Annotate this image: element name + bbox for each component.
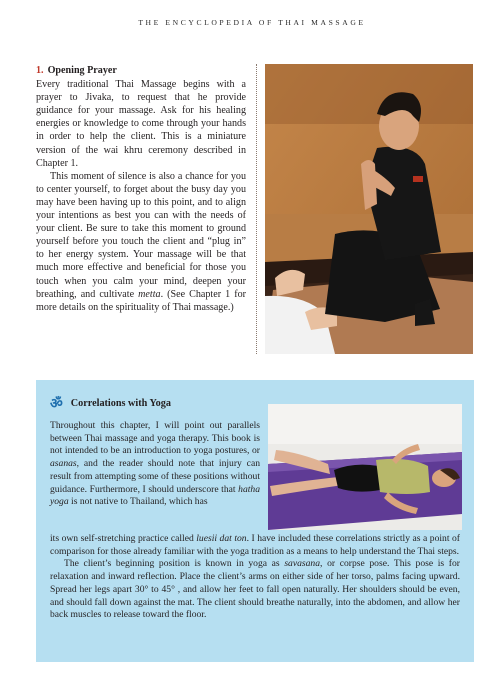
term-metta: metta	[138, 288, 161, 300]
term-hatha-yoga: hatha yoga	[50, 483, 260, 508]
yoga-title: Correlations with Yoga	[70, 398, 171, 409]
term-savasana: savasana	[284, 558, 321, 570]
step-heading	[36, 64, 246, 77]
step-paragraph-2: This moment of silence is also a chance for you to center yourself, to forget about the busy day you may have been having up to this point, and to align your intentions as best you can with the needs of your client. Be sure to take this moment to ground yourself before you touch the client and “plug in” to her energy system. Your massage will be that much more effective and beneficial for those you touch when you calm your mind, deepen your breathing, and cultivate metta. (See Chapter 1 for more details on the spirituality of Thai massage.)	[36, 170, 246, 313]
yoga-intro-paragraph: Throughout this chapter, I will point out parallels between Thai massage and yoga therapy. This book is not intended to be an introduction to yoga postures, or asanas, and the reader should note that injury can result from attempting some of these positions without guidance. Furthermore, I should underscore that hatha yoga is not native to Thailand, which has	[50, 420, 260, 508]
step-number: 1.	[36, 65, 44, 76]
yoga-sidebar	[36, 380, 474, 662]
step-title: Opening Prayer	[47, 65, 117, 76]
prayer-photo	[265, 64, 473, 354]
yoga-intro	[50, 420, 260, 509]
om-icon: ॐ	[50, 396, 63, 412]
running-head: THE ENCYCLOPEDIA OF THAI MASSAGE	[138, 18, 366, 27]
savasana-photo	[268, 404, 462, 530]
yoga-heading	[50, 394, 171, 413]
column-divider	[256, 64, 257, 354]
step-opening-prayer	[36, 64, 246, 314]
term-asanas: asanas	[50, 458, 77, 470]
yoga-paragraph-1-cont: its own self-stretching practice called luesii dat ton. I have included these correlations strictly as a point of comparison for those already familiar with the yoga tradition as a means to help understand the Thai steps.	[50, 533, 461, 557]
term-luesii-dat-ton: luesii dat ton	[196, 533, 247, 544]
step-paragraph-1: Every traditional Thai Massage begins with a prayer to Jivaka, to request that he provide guidance for your massage. Ask for his healing energies or knowledge to come through your hands in order to help the client. This is a miniature version of the wai khru ceremony described in Chapter 1.	[36, 79, 246, 169]
yoga-body	[50, 533, 460, 622]
yoga-paragraph-2: The client’s beginning position is known in yoga as savasana, or corpse pose. This pose is for relaxation and inward reflection. Place the client’s arms on either side of her torso, palms facing upward. Spread her legs apart 30° to 45° , and allow her feet to fall open naturally. Her shoulders should be even, and should fall down against the mat. The client should breathe naturally, into the abdomen, and allow her back muscles to release toward the floor.	[50, 558, 460, 621]
